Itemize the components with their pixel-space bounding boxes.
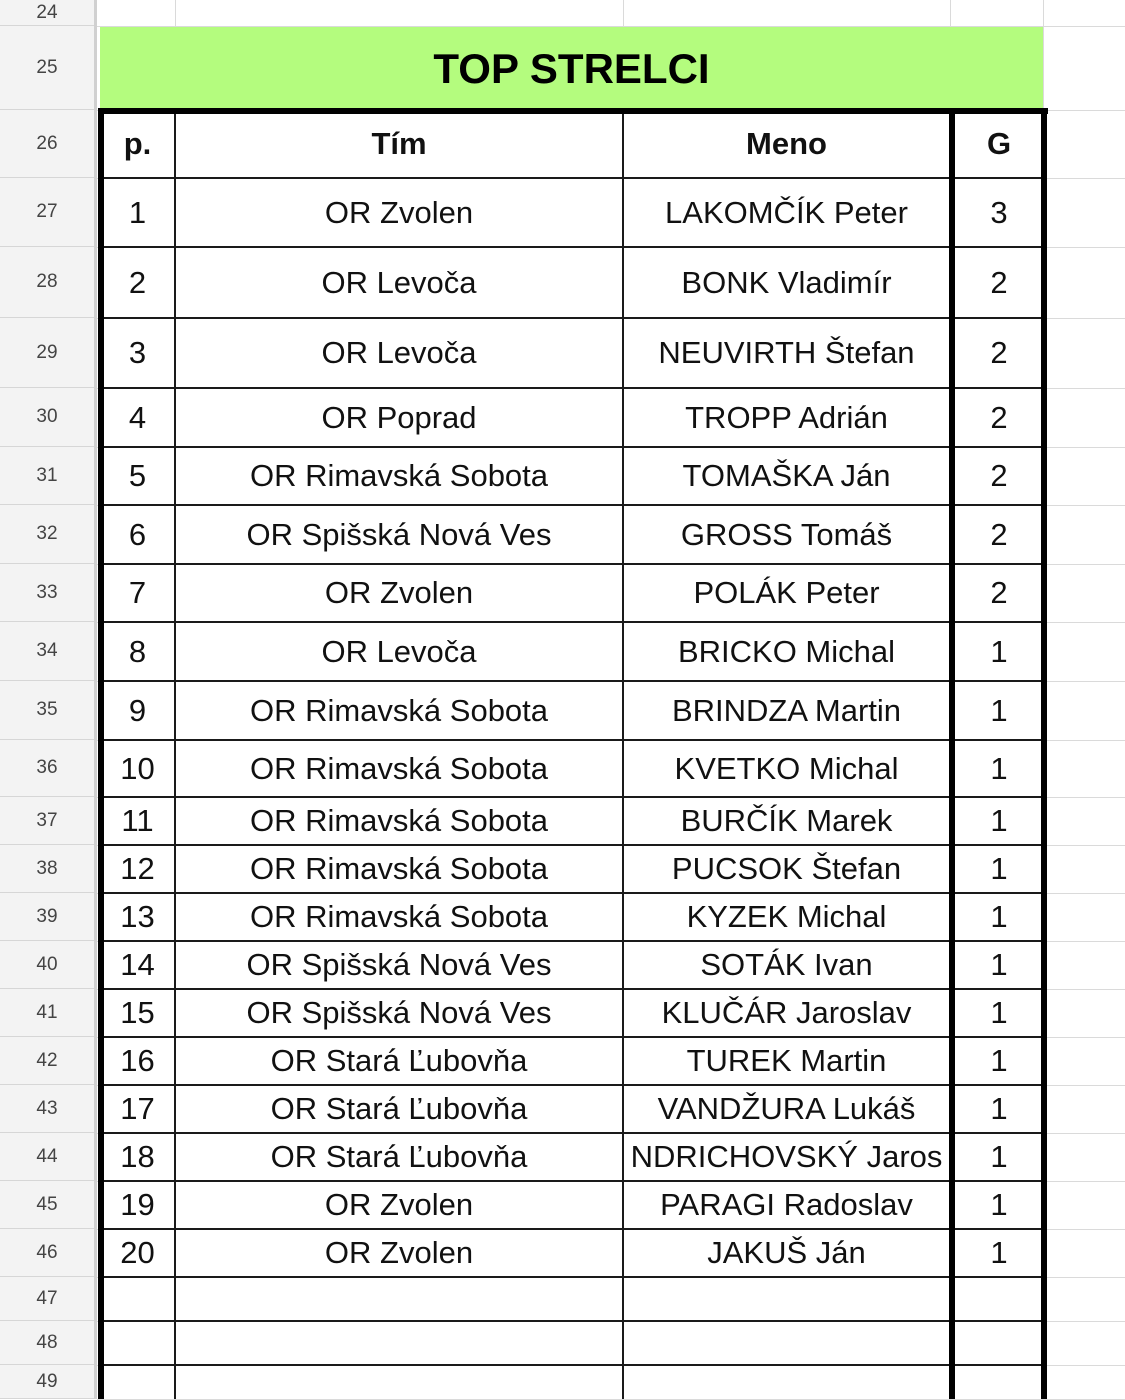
cell-goals[interactable]: 2 — [990, 335, 1008, 370]
header-name[interactable]: Meno — [746, 126, 827, 161]
cell-team[interactable]: OR Levoča — [321, 335, 477, 370]
table-border — [955, 739, 1043, 741]
cell-rank[interactable]: 14 — [120, 947, 155, 982]
cell-goals[interactable]: 1 — [990, 851, 1008, 886]
cell-name[interactable]: TOMAŠKA Ján — [682, 458, 891, 493]
table-border — [955, 1228, 1043, 1230]
table-border — [100, 446, 950, 448]
empty-cell[interactable] — [100, 1365, 175, 1399]
cell-goals[interactable]: 1 — [990, 750, 1008, 786]
row-header[interactable]: 48 — [0, 1321, 94, 1365]
cell-name[interactable]: NEUVIRTH Štefan — [658, 335, 915, 370]
cell-goals[interactable]: 1 — [990, 1139, 1008, 1174]
cell-goals[interactable]: 1 — [990, 947, 1008, 982]
table-border — [955, 446, 1043, 448]
cell-team[interactable]: OR Spišská Nová Ves — [246, 516, 552, 552]
cell-team[interactable]: OR Zvolen — [324, 194, 474, 230]
table-border — [955, 1132, 1043, 1134]
row-header[interactable]: 39 — [0, 893, 94, 941]
cell-name[interactable]: PUCSOK Štefan — [671, 851, 902, 886]
cell-team[interactable]: OR Zvolen — [324, 575, 474, 610]
cell-rank[interactable]: 11 — [121, 803, 154, 838]
empty-cell[interactable] — [623, 1321, 950, 1365]
cell-goals[interactable]: 1 — [990, 1187, 1008, 1222]
cell-goals[interactable]: 1 — [990, 1091, 1008, 1126]
table-border — [955, 1320, 1043, 1322]
cell-goals[interactable]: 1 — [990, 692, 1008, 728]
row-header[interactable]: 41 — [0, 989, 94, 1037]
cell-goals[interactable]: 3 — [990, 194, 1008, 230]
table-border — [100, 621, 950, 623]
table-border — [955, 680, 1043, 682]
cell-team[interactable]: OR Poprad — [321, 399, 477, 435]
cell-rank[interactable]: 5 — [128, 458, 147, 493]
table-border — [100, 892, 950, 894]
empty-cell[interactable] — [175, 1365, 623, 1399]
row-header[interactable]: 42 — [0, 1037, 94, 1085]
table-border — [955, 387, 1043, 389]
cell-name[interactable]: SOTÁK Ivan — [700, 947, 873, 982]
cell-team[interactable]: OR Zvolen — [324, 1235, 474, 1270]
cell-team[interactable]: OR Stará Ľubovňa — [270, 1043, 528, 1078]
row-header[interactable]: 34 — [0, 622, 94, 681]
row-header[interactable]: 43 — [0, 1085, 94, 1133]
empty-cell[interactable] — [175, 1321, 623, 1365]
table-border-thick — [949, 108, 955, 1399]
cell-rank[interactable]: 1 — [128, 194, 147, 230]
cell-name[interactable]: PARAGI Radoslav — [660, 1187, 913, 1222]
cell-rank[interactable]: 18 — [120, 1139, 155, 1174]
table-border — [100, 940, 950, 942]
table-border — [100, 246, 950, 248]
cell-rank[interactable]: 19 — [120, 1187, 155, 1222]
cell-name[interactable]: VANDŽURA Lukáš — [657, 1091, 916, 1126]
table-border — [100, 1320, 950, 1322]
table-border — [622, 110, 624, 1399]
header-team[interactable]: Tím — [371, 126, 427, 161]
cell-rank[interactable]: 12 — [120, 851, 155, 886]
row-header[interactable]: 44 — [0, 1133, 94, 1181]
cell-team[interactable]: OR Zvolen — [324, 1187, 474, 1222]
cell-team[interactable]: OR Stará Ľubovňa — [270, 1091, 528, 1126]
table-border — [955, 1036, 1043, 1038]
cell-team[interactable]: OR Rimavská Sobota — [249, 803, 549, 838]
row-header[interactable]: 31 — [0, 447, 94, 505]
cell-goals[interactable]: 1 — [990, 633, 1008, 669]
row-header[interactable]: 24 — [0, 0, 94, 26]
table-border — [100, 1180, 950, 1182]
header-goals[interactable]: G — [986, 126, 1012, 161]
table-border — [955, 1276, 1043, 1278]
table-border-thick — [1041, 108, 1047, 1399]
table-border — [100, 177, 950, 179]
empty-cell[interactable] — [100, 1277, 175, 1321]
cell-goals[interactable]: 1 — [990, 803, 1008, 838]
cell-goals[interactable]: 1 — [990, 995, 1008, 1030]
row-header[interactable]: 32 — [0, 505, 94, 564]
table-border — [100, 317, 950, 319]
table-border — [955, 796, 1043, 798]
row-header[interactable]: 26 — [0, 110, 94, 178]
table-border — [955, 177, 1043, 179]
empty-cell[interactable] — [955, 1321, 1043, 1365]
table-border — [955, 940, 1043, 942]
row-header[interactable]: 47 — [0, 1277, 94, 1321]
row-header[interactable]: 25 — [0, 26, 94, 110]
row-header[interactable]: 28 — [0, 247, 94, 318]
cell-name[interactable]: TROPP Adrián — [685, 399, 888, 435]
cell-rank[interactable]: 2 — [128, 264, 147, 300]
cell-rank[interactable]: 15 — [120, 995, 155, 1030]
cell-team[interactable]: OR Stará Ľubovňa — [270, 1139, 528, 1174]
cell-goals[interactable]: 2 — [990, 399, 1008, 435]
table-title[interactable]: TOP STRELCI — [100, 27, 1043, 110]
row-header[interactable]: 30 — [0, 388, 94, 447]
table-border — [955, 1180, 1043, 1182]
table-border — [100, 1364, 950, 1366]
cell-goals[interactable]: 1 — [990, 899, 1008, 934]
cell-goals[interactable]: 2 — [990, 264, 1008, 300]
cell-name[interactable]: KYZEK Michal — [686, 899, 887, 934]
cell-name[interactable]: NDRICHOVSKÝ Jaros — [630, 1139, 943, 1174]
cell-name[interactable]: GROSS Tomáš — [680, 516, 893, 552]
table-border — [100, 739, 950, 741]
row-header-divider — [94, 0, 97, 1399]
cell-rank[interactable]: 17 — [120, 1091, 155, 1126]
cell-rank[interactable]: 20 — [120, 1235, 155, 1270]
table-border — [955, 1364, 1043, 1366]
empty-cell[interactable] — [100, 1321, 175, 1365]
cell-team[interactable]: OR Rimavská Sobota — [249, 899, 549, 934]
row-header[interactable]: 46 — [0, 1229, 94, 1277]
cell-goals[interactable]: 2 — [990, 458, 1008, 493]
row-header[interactable]: 33 — [0, 564, 94, 622]
cell-goals[interactable]: 2 — [990, 516, 1008, 552]
cell-rank[interactable]: 13 — [120, 899, 155, 934]
empty-cell[interactable] — [623, 1277, 950, 1321]
cell-rank[interactable]: 4 — [128, 399, 147, 435]
row-header[interactable]: 36 — [0, 740, 94, 797]
cell-name[interactable]: TUREK Martin — [686, 1043, 887, 1078]
table-border — [100, 504, 950, 506]
table-border — [100, 563, 950, 565]
table-border-thick — [98, 108, 1048, 114]
table-border — [100, 796, 950, 798]
cell-team[interactable]: OR Spišská Nová Ves — [246, 995, 552, 1030]
cell-rank[interactable]: 9 — [128, 692, 147, 728]
cell-team[interactable]: OR Rimavská Sobota — [249, 692, 549, 728]
empty-cell[interactable] — [623, 1365, 950, 1399]
cell-name[interactable]: BURČÍK Marek — [680, 803, 893, 838]
table-border — [955, 317, 1043, 319]
table-border — [955, 844, 1043, 846]
cell-rank[interactable]: 6 — [128, 516, 147, 552]
table-border — [100, 1132, 950, 1134]
cell-rank[interactable]: 3 — [128, 335, 147, 370]
empty-cell[interactable] — [955, 1365, 1043, 1399]
table-border — [100, 844, 950, 846]
cell-rank[interactable]: 16 — [120, 1043, 155, 1078]
table-border — [100, 1084, 950, 1086]
row-header[interactable]: 49 — [0, 1365, 94, 1399]
table-border — [955, 504, 1043, 506]
table-border — [100, 1228, 950, 1230]
table-border — [955, 246, 1043, 248]
cell-team[interactable]: OR Rimavská Sobota — [249, 750, 549, 786]
cell-name[interactable]: KLUČÁR Jaroslav — [661, 995, 912, 1030]
header-rank[interactable]: p. — [123, 126, 152, 161]
table-border — [100, 680, 950, 682]
cell-name[interactable]: BRINDZA Martin — [671, 692, 902, 728]
cell-rank[interactable]: 10 — [120, 750, 155, 786]
table-border — [955, 1084, 1043, 1086]
cell-name[interactable]: BRICKO Michal — [677, 633, 896, 669]
cell-name[interactable]: JAKUŠ Ján — [707, 1235, 866, 1270]
empty-cell[interactable] — [175, 1277, 623, 1321]
cell-name[interactable]: POLÁK Peter — [693, 575, 880, 610]
cell-team[interactable]: OR Rimavská Sobota — [249, 458, 549, 493]
row-header[interactable]: 27 — [0, 178, 94, 247]
table-border — [955, 563, 1043, 565]
empty-cell[interactable] — [955, 1277, 1043, 1321]
row-header[interactable]: 29 — [0, 318, 94, 388]
cell-name[interactable]: BONK Vladimír — [681, 264, 892, 300]
cell-team[interactable]: OR Spišská Nová Ves — [246, 947, 552, 982]
cell-team[interactable]: OR Levoča — [321, 264, 477, 300]
cell-goals[interactable]: 1 — [990, 1235, 1008, 1270]
cell-goals[interactable]: 1 — [990, 1043, 1008, 1078]
table-border — [100, 988, 950, 990]
table-border-thick — [98, 108, 104, 1399]
cell-team[interactable]: OR Rimavská Sobota — [249, 851, 549, 886]
row-header[interactable]: 40 — [0, 941, 94, 989]
row-header[interactable]: 37 — [0, 797, 94, 845]
cell-team[interactable]: OR Levoča — [321, 633, 477, 669]
table-border — [174, 110, 176, 1399]
table-border — [100, 1276, 950, 1278]
table-border — [955, 621, 1043, 623]
table-border — [100, 387, 950, 389]
row-header[interactable]: 35 — [0, 681, 94, 740]
cell-rank[interactable]: 8 — [128, 633, 147, 669]
table-border — [100, 1036, 950, 1038]
cell-goals[interactable]: 2 — [990, 575, 1008, 610]
table-border — [955, 988, 1043, 990]
row-header[interactable]: 45 — [0, 1181, 94, 1229]
cell-name[interactable]: KVETKO Michal — [674, 750, 899, 786]
row-header[interactable]: 38 — [0, 845, 94, 893]
table-border — [955, 892, 1043, 894]
cell-name[interactable]: LAKOMČÍK Peter — [665, 194, 908, 230]
cell-rank[interactable]: 7 — [128, 575, 147, 610]
